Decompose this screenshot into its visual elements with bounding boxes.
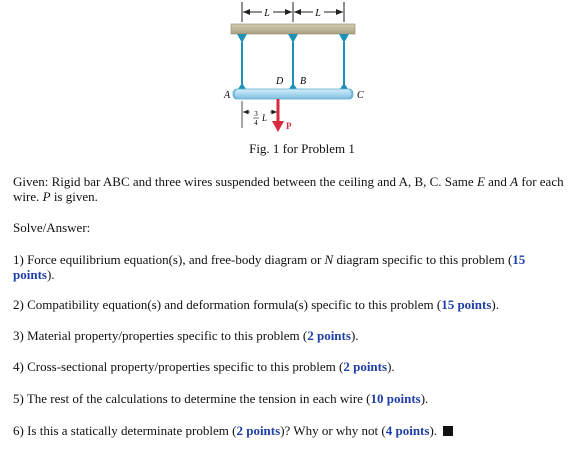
label-d: D xyxy=(276,76,284,87)
load-arrow xyxy=(272,99,292,132)
label-a: A xyxy=(224,90,231,101)
offset-denominator: 4 xyxy=(254,119,258,127)
rigid-bar xyxy=(233,89,353,99)
wires xyxy=(237,34,349,90)
offset-numerator: 3 xyxy=(254,110,258,118)
given-statement: Given: Rigid bar ABC and three wires suspended between the ceiling and A, B, C. Same E and A for each wire. P is given. xyxy=(13,174,564,204)
question-1: 1) Force equilibrium equation(s), and free-body diagram or N diagram specific to this problem (15 points). xyxy=(13,252,526,282)
dim-label-left: L xyxy=(264,8,270,19)
label-c: C xyxy=(357,90,364,101)
question-6: 6) Is this a statically determinate problem (2 points)? Why or why not (4 points). xyxy=(13,423,568,438)
dim-label-right: L xyxy=(315,8,321,19)
end-of-proof-square xyxy=(443,426,453,436)
figure-caption: Fig. 1 for Problem 1 xyxy=(249,141,355,156)
solve-label: Solve/Answer: xyxy=(13,220,91,235)
ceiling xyxy=(231,24,355,34)
question-3: 3) Material property/properties specific to this problem (2 points). xyxy=(13,328,359,343)
problem-figure xyxy=(0,0,580,135)
load-label: P xyxy=(286,121,292,131)
dimension-lines xyxy=(242,2,344,22)
question-5: 5) The rest of the calculations to determine the tension in each wire (10 points). xyxy=(13,391,429,406)
question-4: 4) Cross-sectional property/properties specific to this problem (2 points). xyxy=(13,359,395,374)
label-b: B xyxy=(300,76,307,87)
offset-variable: L xyxy=(262,113,268,123)
offset-dimension xyxy=(242,101,278,128)
question-2: 2) Compatibility equation(s) and deformation formula(s) specific to this problem (15 points). xyxy=(13,297,499,312)
